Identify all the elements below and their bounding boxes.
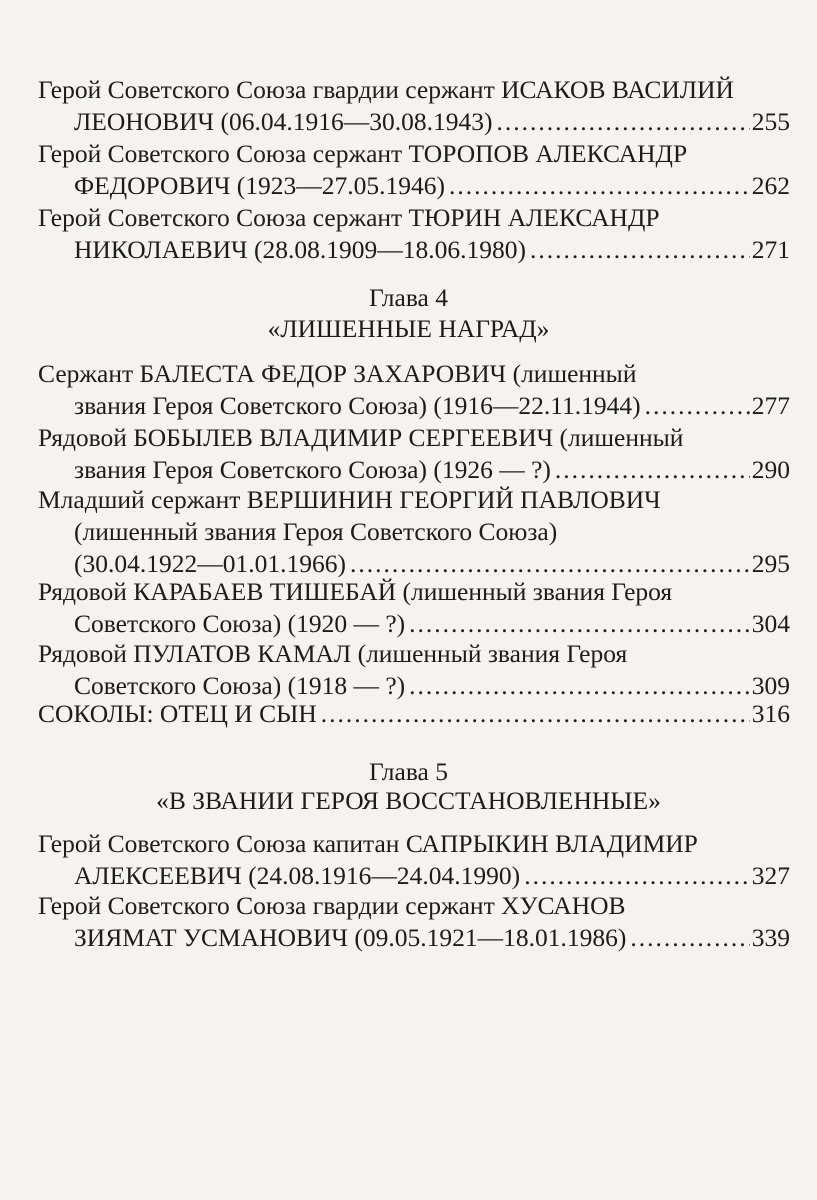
entry-line: (лишенный звания Героя Советского Союза)	[74, 517, 558, 546]
page-number: 290	[751, 455, 790, 484]
leader-dots	[555, 454, 750, 486]
page-number: 277	[751, 391, 790, 420]
entry-line: ЛЕОНОВИЧ (06.04.1916—30.08.1943)	[74, 107, 493, 136]
chapter-5-label: Глава 5	[368, 757, 448, 786]
toc-entry-toropov[interactable]	[38, 138, 790, 202]
leader-dots	[409, 608, 750, 640]
toc-entry-karabaev[interactable]	[38, 576, 790, 640]
page-number: 295	[751, 549, 790, 578]
entry-line: Младший сержант ВЕРШИНИН ГЕОРГИЙ ПАВЛОВИЧ	[38, 485, 661, 514]
toc-entry-isakov[interactable]	[38, 74, 790, 138]
page-number: 339	[751, 923, 790, 952]
leader-dots	[530, 234, 750, 266]
entry-line: Рядовой БОБЫЛЕВ ВЛАДИМИР СЕРГЕЕВИЧ (лишенный	[38, 423, 684, 452]
leader-dots	[524, 860, 750, 892]
page-number: 309	[751, 671, 790, 700]
leader-dots	[449, 170, 750, 202]
entry-line: Советского Союза) (1918 — ?)	[74, 671, 406, 700]
toc-entry-khusanov[interactable]	[38, 890, 790, 954]
page-number: 255	[751, 107, 790, 136]
leader-dots	[496, 106, 749, 138]
page-number: 262	[751, 171, 790, 200]
entry-line: звания Героя Советского Союза) (1916—22.11.1944)	[74, 391, 641, 420]
entry-line: НИКОЛАЕВИЧ (28.08.1909—18.06.1980)	[74, 235, 526, 264]
chapter-5-title: «В ЗВАНИИ ГЕРОЯ ВОССТАНОВЛЕННЫЕ»	[156, 786, 661, 815]
entry-line: ФЕДОРОВИЧ (1923—27.05.1946)	[74, 171, 446, 200]
entry-line: Герой Советского Союза сержант ТЮРИН АЛЕКСАНДР	[38, 203, 660, 232]
entry-line: звания Героя Советского Союза) (1926 — ?)	[74, 455, 551, 484]
entry-line: СОКОЛЫ: ОТЕЦ И СЫН	[38, 699, 317, 728]
toc-entry-bobylev[interactable]	[38, 422, 790, 486]
entry-line: АЛЕКСЕЕВИЧ (24.08.1916—24.04.1990)	[74, 861, 521, 890]
leader-dots	[645, 390, 750, 422]
page-number: 271	[751, 235, 790, 264]
entry-line: Сержант БАЛЕСТА ФЕДОР ЗАХАРОВИЧ (лишенный	[38, 359, 637, 388]
toc-entry-sokoly[interactable]	[38, 698, 790, 730]
chapter-4-label: Глава 4	[368, 283, 448, 312]
toc-entry-balesta[interactable]	[38, 358, 790, 422]
leader-dots	[321, 698, 750, 730]
toc-entry-vershinin[interactable]	[38, 484, 790, 580]
toc-entry-saprykin[interactable]	[38, 828, 790, 892]
chapter-4-title: «ЛИШЕННЫЕ НАГРАД»	[267, 314, 550, 343]
entry-line: Герой Советского Союза гвардии сержант ИСАКОВ ВАСИЛИЙ	[38, 75, 734, 104]
page-number: 327	[751, 861, 790, 890]
entry-line: (30.04.1922—01.01.1966)	[74, 549, 346, 578]
entry-line: Герой Советского Союза гвардии сержант ХУСАНОВ	[38, 891, 626, 920]
entry-line: Рядовой ПУЛАТОВ КАМАЛ (лишенный звания Героя	[38, 639, 628, 668]
entry-line: Герой Советского Союза капитан САПРЫКИН ВЛАДИМИР	[38, 829, 698, 858]
toc-entry-pulatov[interactable]	[38, 638, 790, 702]
toc-entry-tyurin[interactable]	[38, 202, 790, 266]
page-number: 316	[751, 699, 790, 728]
entry-line: Рядовой КАРАБАЕВ ТИШЕБАЙ (лишенный звания Героя	[38, 577, 673, 606]
page-number: 304	[751, 609, 790, 638]
entry-line: Герой Советского Союза сержант ТОРОПОВ АЛЕКСАНДР	[38, 139, 688, 168]
entry-line: ЗИЯМАТ УСМАНОВИЧ (09.05.1921—18.01.1986)	[74, 923, 627, 952]
leader-dots	[630, 922, 749, 954]
entry-line: Советского Союза) (1920 — ?)	[74, 609, 406, 638]
